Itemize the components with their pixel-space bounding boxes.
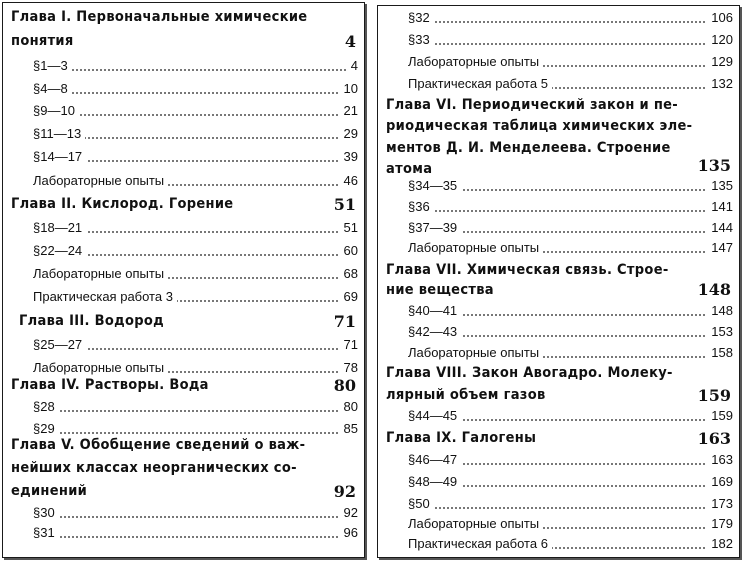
entry-page-number: 132 (707, 76, 733, 91)
toc-entry[interactable] (33, 126, 358, 146)
entry-page-number: 120 (707, 32, 733, 47)
chapter-title-line: ментов Д. И. Менделеева. Строение (386, 140, 671, 156)
dot-leader (33, 69, 358, 71)
toc-entry[interactable] (33, 173, 358, 193)
chapter-title-line: Глава V. Обобщение сведений о важ- (11, 437, 306, 453)
entry-label: §11—13 (33, 126, 85, 141)
dot-leader (33, 410, 358, 412)
entry-label: §18—21 (33, 220, 86, 235)
entry-label: §14—17 (33, 149, 86, 164)
toc-entry[interactable] (408, 324, 733, 344)
toc-entry[interactable] (408, 303, 733, 323)
chapter-title-line: Глава VIII. Закон Авогадро. Молеку- (386, 365, 673, 381)
entry-page-number: 71 (340, 337, 358, 352)
entry-page-number: 135 (707, 178, 733, 193)
entry-label: §1—3 (33, 58, 72, 73)
toc-entry[interactable] (408, 10, 733, 30)
chapter-title-line: Глава VI. Периодический закон и пе- (386, 97, 679, 113)
toc-entry[interactable] (408, 536, 733, 556)
entry-label: Практическая работа 3 (33, 289, 177, 304)
entry-label: §22—24 (33, 243, 86, 258)
toc-entry[interactable] (408, 452, 733, 472)
toc-entry[interactable] (33, 81, 358, 101)
dot-leader (408, 43, 733, 45)
dot-leader (33, 92, 358, 94)
toc-entry[interactable] (408, 345, 733, 365)
dot-leader (408, 210, 733, 212)
toc-entry[interactable] (408, 408, 733, 428)
dot-leader (408, 507, 733, 509)
toc-entry[interactable] (408, 54, 733, 74)
toc-entry[interactable] (33, 505, 358, 525)
entry-label: Лабораторные опыты (408, 345, 543, 360)
entry-page-number: 182 (707, 536, 733, 551)
entry-label: §25—27 (33, 337, 86, 352)
chapter-page-number: 51 (333, 195, 356, 214)
entry-page-number: 169 (707, 474, 733, 489)
entry-label: §44—45 (408, 408, 461, 423)
chapter-title-line: Глава III. Водород (19, 313, 164, 329)
dot-leader (33, 536, 358, 538)
chapter-title-line: единений (11, 483, 88, 499)
toc-entry[interactable] (408, 199, 733, 219)
toc-entry[interactable] (33, 243, 358, 263)
toc-entry[interactable] (33, 525, 358, 545)
entry-label: Лабораторные опыты (408, 240, 543, 255)
entry-label: Лабораторные опыты (33, 266, 168, 281)
dot-leader (33, 432, 358, 434)
entry-label: Лабораторные опыты (408, 516, 543, 531)
entry-page-number: 158 (707, 345, 733, 360)
entry-page-number: 159 (707, 408, 733, 423)
toc-entry[interactable] (33, 58, 358, 78)
entry-label: §33 (408, 32, 434, 47)
entry-page-number: 39 (340, 149, 358, 164)
toc-entry[interactable] (408, 32, 733, 52)
entry-page-number: 179 (707, 516, 733, 531)
chapter-page-number: 71 (333, 312, 356, 331)
entry-page-number: 68 (340, 266, 358, 281)
toc-entry[interactable] (408, 474, 733, 494)
left-page (2, 2, 365, 558)
chapter-title-line: Глава I. Первоначальные химические (11, 9, 308, 25)
entry-label: §40—41 (408, 303, 461, 318)
entry-page-number: 163 (707, 452, 733, 467)
dot-leader (408, 21, 733, 23)
chapter-page-number: 159 (697, 386, 731, 405)
toc-entry[interactable] (33, 149, 358, 169)
chapter-title-line: Глава IX. Галогены (386, 430, 537, 446)
chapter-page-number: 80 (333, 376, 356, 395)
chapter-title-line: понятия (11, 33, 74, 49)
entry-label: Лабораторные опыты (33, 360, 168, 375)
entry-page-number: 153 (707, 324, 733, 339)
entry-label: §29 (33, 421, 59, 436)
entry-page-number: 4 (347, 58, 358, 73)
entry-page-number: 148 (707, 303, 733, 318)
entry-page-number: 29 (340, 126, 358, 141)
toc-entry[interactable] (408, 516, 733, 536)
entry-label: §9—10 (33, 103, 79, 118)
chapter-page-number: 92 (333, 482, 356, 501)
entry-label: Лабораторные опыты (408, 54, 543, 69)
chapter-page-number: 4 (344, 32, 356, 51)
toc-entry[interactable] (408, 178, 733, 198)
entry-page-number: 60 (340, 243, 358, 258)
entry-page-number: 173 (707, 496, 733, 511)
toc-entry[interactable] (408, 496, 733, 516)
toc-entry[interactable] (33, 289, 358, 309)
toc-entry[interactable] (408, 220, 733, 240)
entry-page-number: 78 (340, 360, 358, 375)
chapter-title-line: риодическая таблица химических эле- (386, 118, 693, 134)
entry-label: §37—39 (408, 220, 461, 235)
entry-page-number: 141 (707, 199, 733, 214)
entry-label: Лабораторные опыты (33, 173, 168, 188)
chapter-page-number: 148 (697, 280, 731, 299)
chapter-page-number: 163 (697, 429, 731, 448)
entry-page-number: 144 (707, 220, 733, 235)
chapter-title-line: Глава VII. Химическая связь. Строе- (386, 262, 669, 278)
entry-page-number: 21 (340, 103, 358, 118)
entry-label: §46—47 (408, 452, 461, 467)
entry-label: §36 (408, 199, 434, 214)
toc-entry[interactable] (33, 220, 358, 240)
chapter-page-number: 135 (697, 156, 731, 175)
chapter-title-line: лярный объем газов (386, 387, 546, 403)
right-page (377, 5, 740, 558)
entry-page-number: 129 (707, 54, 733, 69)
entry-label: §31 (33, 525, 59, 540)
entry-label: §42—43 (408, 324, 461, 339)
entry-label: §48—49 (408, 474, 461, 489)
chapter-title-line: атома (386, 161, 433, 177)
toc-entry[interactable] (33, 266, 358, 286)
entry-label: Практическая работа 5 (408, 76, 552, 91)
entry-label: Практическая работа 6 (408, 536, 552, 551)
entry-page-number: 80 (340, 399, 358, 414)
dot-leader (33, 516, 358, 518)
entry-page-number: 147 (707, 240, 733, 255)
chapter-title-line: нейших классах неорганических со- (11, 460, 297, 476)
toc-entry[interactable] (33, 399, 358, 419)
entry-page-number: 106 (707, 10, 733, 25)
entry-label: §30 (33, 505, 59, 520)
entry-label: §28 (33, 399, 59, 414)
entry-page-number: 10 (340, 81, 358, 96)
entry-page-number: 85 (340, 421, 358, 436)
toc-entry[interactable] (33, 103, 358, 123)
dot-leader (33, 114, 358, 116)
entry-label: §50 (408, 496, 434, 511)
toc-entry[interactable] (408, 76, 733, 96)
entry-page-number: 46 (340, 173, 358, 188)
entry-label: §4—8 (33, 81, 72, 96)
chapter-title-line: Глава IV. Растворы. Вода (11, 377, 209, 393)
entry-page-number: 92 (340, 505, 358, 520)
chapter-title-line: ние вещества (386, 282, 494, 298)
entry-page-number: 51 (340, 220, 358, 235)
entry-label: §32 (408, 10, 434, 25)
entry-page-number: 96 (340, 525, 358, 540)
toc-entry[interactable] (33, 337, 358, 357)
entry-page-number: 69 (340, 289, 358, 304)
chapter-title-line: Глава II. Кислород. Горение (11, 196, 234, 212)
toc-entry[interactable] (408, 240, 733, 260)
entry-label: §34—35 (408, 178, 461, 193)
